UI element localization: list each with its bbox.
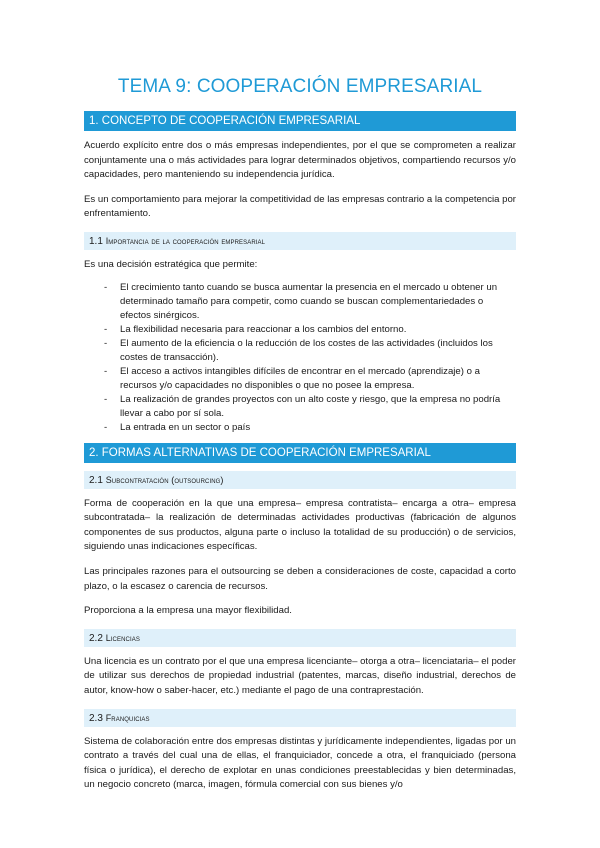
subsection-heading-subcontratacion xyxy=(84,471,516,489)
subsection-heading-licencias xyxy=(84,629,516,647)
dash-bullet: - xyxy=(104,337,108,349)
benefits-list xyxy=(84,281,516,435)
subsection-heading-importancia xyxy=(84,232,516,250)
subsection-number: 2.2 xyxy=(89,632,103,644)
subsection-title: Franquicias xyxy=(105,712,150,723)
list-item: - El crecimiento tanto cuando se busca aumentar la presencia en el mercado u obtener un determinado tamaño para competir, como cuando se buscan complementariedades o efectos sinérgicos. xyxy=(104,281,498,321)
subsection-number: 2.3 xyxy=(89,712,103,724)
paragraph: Sistema de colaboración entre dos empresas distintas y jurídicamente independientes, ligadas por un contrato a través del cual una de ellas, el franquiciador, concede a otra, el franquiciado (persona física o jurídica), el derecho de explotar en unas condiciones preestablecidas y bien determinadas, un negocio concreto (marca, imagen, fórmula comercial con sus bienes y/o xyxy=(84,735,516,791)
page-title: TEMA 9: COOPERACIÓN EMPRESARIAL xyxy=(117,76,483,97)
list-item: - El acceso a activos intangibles difíciles de encontrar en el mercado (aprendizaje) o a recursos y/o capacidades no disponibles o que no posee la empresa. xyxy=(104,365,480,391)
dash-bullet: - xyxy=(104,323,108,335)
list-item: - La flexibilidad necesaria para reaccionar a los cambios del entorno. xyxy=(104,323,407,335)
paragraph: Es una decisión estratégica que permite: xyxy=(84,258,258,270)
list-item: - La realización de grandes proyectos con un alto coste y riesgo, que la empresa no podría llevar a cabo por sí sola. xyxy=(104,393,501,419)
paragraph: Forma de cooperación en la que una empresa– empresa contratista– encarga a otra– empresa subcontratada– la realización de determinadas actividades productivas (fabricación de algunos componentes de sus productos, alguna parte o incluso la totalidad de su producción) o de servicios, siguiendo unas indicaciones específicas. xyxy=(84,497,516,553)
subsection-title: Importancia de la cooperación empresarial xyxy=(105,235,266,246)
paragraph: Acuerdo explícito entre dos o más empresas independientes, por el que se comprometen a realizar conjuntamente una o más actividades para lograr determinados objetivos, compartiendo recursos y/o capacidades, pero manteniendo su independencia jurídica. xyxy=(84,140,516,181)
list-item: - El aumento de la eficiencia o la reducción de los costes de las actividades (incluidos los costes de transacción). xyxy=(104,337,493,363)
paragraph: Las principales razones para el outsourcing se deben a consideraciones de coste, capacidad a corto plazo, o la escasez o carencia de recursos. xyxy=(84,565,516,592)
subsection-title: Subcontratación (outsourcing) xyxy=(105,474,224,485)
subsection-number: 1.1 xyxy=(89,235,103,247)
dash-bullet: - xyxy=(104,281,108,293)
subsection-number: 2.1 xyxy=(89,474,103,486)
dash-bullet: - xyxy=(104,421,108,433)
paragraph: Es un comportamiento para mejorar la competitividad de las empresas contrario a la competencia por enfrentamiento. xyxy=(84,193,516,220)
dash-bullet: - xyxy=(104,365,108,377)
subsection-heading-franquicias xyxy=(84,709,516,727)
dash-bullet: - xyxy=(104,393,108,405)
section-heading-concepto: 1. CONCEPTO DE COOPERACIÓN EMPRESARIAL xyxy=(84,111,516,131)
paragraph: Proporciona a la empresa una mayor flexibilidad. xyxy=(84,605,292,617)
section-heading-formas: 2. FORMAS ALTERNATIVAS DE COOPERACIÓN EMPRESARIAL xyxy=(84,443,516,463)
list-item: - La entrada en un sector o país xyxy=(104,421,251,433)
subsection-title: Licencias xyxy=(105,632,140,643)
paragraph: Una licencia es un contrato por el que una empresa licenciante– otorga a otra– licenciataria– el poder de utilizar sus derechos de propiedad industrial (patentes, marcas, diseño industrial, derechos de autor, know-how o saber-hacer, etc.) mediante el pago de una contraprestación. xyxy=(84,655,516,696)
